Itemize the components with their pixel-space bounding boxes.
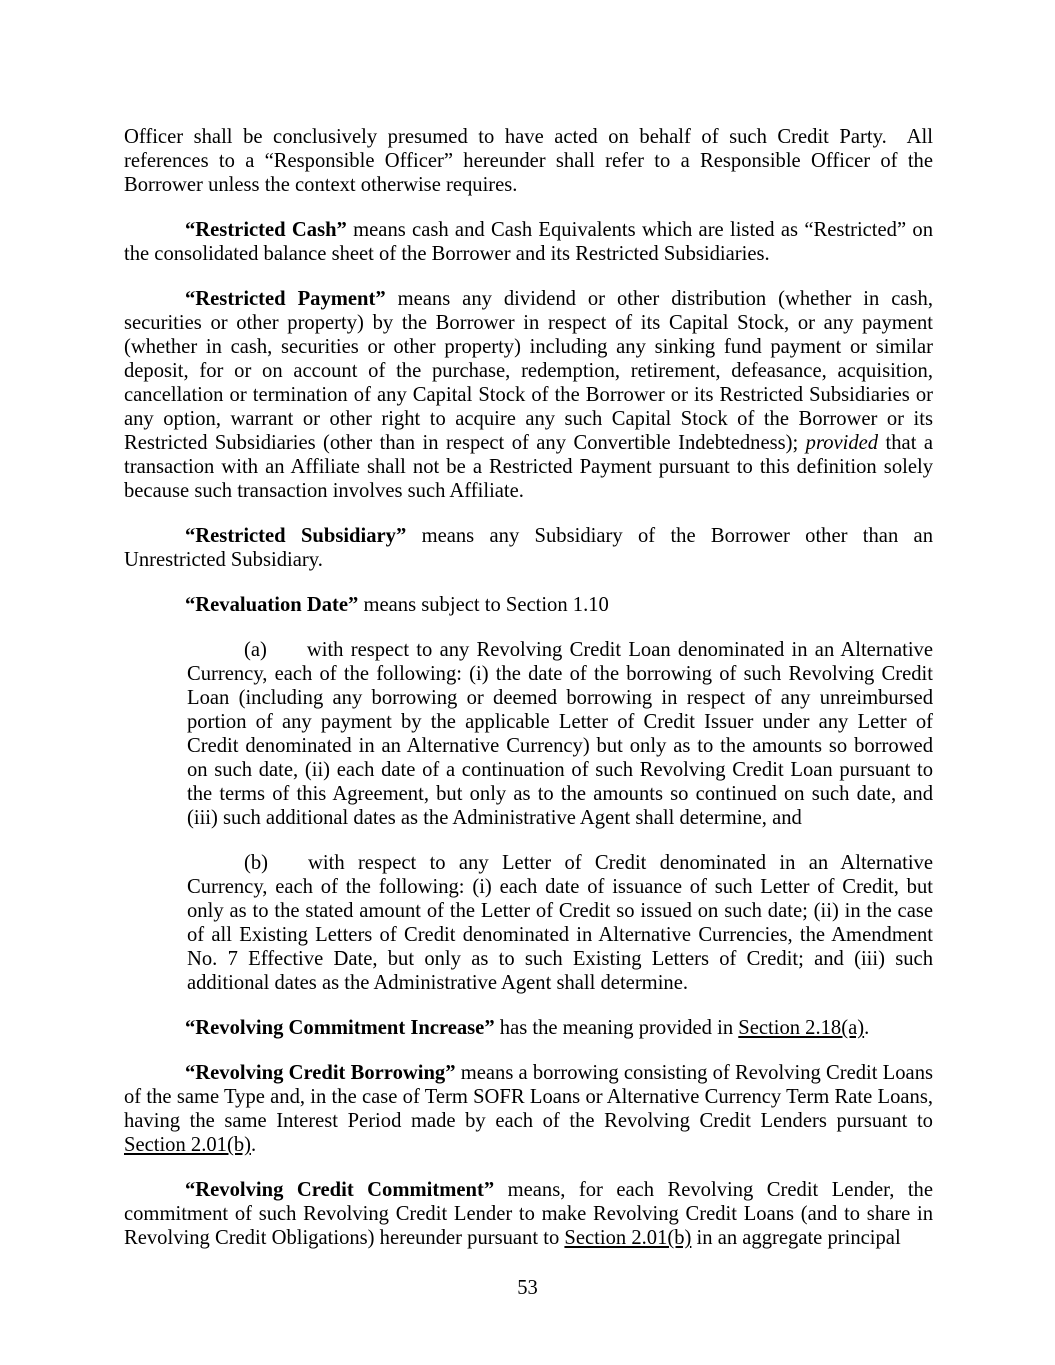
text-run: means a borrowing consisting of Revolving Credit Loans of the same Type and, in the case of Term SOFR Loans or Alternative Currency Term Rate Loans, having the same Interest Period made by each of the Revolving Credit Lenders pursuant to — [124, 1062, 939, 1132]
text-run: provided — [805, 432, 879, 454]
document-body — [124, 125, 939, 1271]
text-run: in an aggregate principal — [691, 1227, 901, 1249]
text-run: . — [250, 1134, 257, 1156]
section-reference: Section 2.18(a) — [738, 1017, 865, 1039]
text-run: (a) — [244, 639, 267, 661]
page-number: 53 — [517, 1277, 538, 1299]
text-run: means subject to Section 1.10 — [358, 594, 609, 616]
text-run: . — [864, 1017, 870, 1039]
text-run: has the meaning provided in — [494, 1017, 739, 1039]
defined-term: “Revolving Credit Borrowing” — [185, 1062, 456, 1084]
sub-clause-paragraph — [187, 638, 939, 830]
paragraph — [124, 1061, 939, 1157]
paragraph — [124, 593, 933, 617]
text-run: means any Subsidiary of the Borrower other than an Unrestricted Subsidiary. — [124, 525, 939, 571]
sub-clause-paragraph — [187, 851, 939, 995]
defined-term: “Revaluation Date” — [185, 594, 359, 616]
defined-term: “Revolving Commitment Increase” — [185, 1017, 495, 1039]
text-run: that a transaction with an Affiliate shall not be a Restricted Payment pursuant to this definition solely because such transaction involves such Affiliate. — [124, 432, 939, 502]
text-run: (b) — [244, 852, 269, 874]
text-run: means, for each Revolving Credit Lender, the commitment of such Revolving Credit Lender to make Revolving Credit Loans (and to share in Revolving Credit Obligations) hereunder pursuant to — [124, 1179, 939, 1249]
paragraph — [124, 125, 939, 197]
text-run: with respect to any Letter of Credit denominated in an Alternative Currency, each of the following: (i) each date of issuance of such Letter of Credit, but only as to the stated amount of the Letter of Credit so issued on such date; (ii) in the case of all Existing Letters of Credit denominated in Alternative Currencies, the Amendment No. 7 Effective Date, but only as to such Existing Letters of Credit; and (iii) such additional dates as the Administrative Agent shall determine. — [187, 852, 939, 994]
text-run: means cash and Cash Equivalents which are listed as “Restricted” on the consolidated balance sheet of the Borrower and its Restricted Subsidiaries. — [124, 219, 939, 265]
tab-space — [268, 868, 308, 869]
section-reference: Section 2.01(b) — [124, 1134, 251, 1156]
paragraph — [124, 1016, 933, 1040]
paragraph — [124, 1178, 939, 1250]
defined-term: “Restricted Subsidiary” — [185, 525, 407, 547]
text-run: with respect to any Revolving Credit Loan denominated in an Alternative Currency, each of the following: (i) the date of the borrowing of such Revolving Credit Loan (including any borrowing or deemed borrowing in respect of any unreimbursed portion of any payment by the applicable Letter of Credit Issuer under any Letter of Credit denominated in an Alternative Currency) but only as to the amounts so borrowed on such date, (ii) each date of a continuation of such Revolving Credit Loan pursuant to the terms of this Agreement, but only as to the amounts so continued on such date, and (iii) such additional dates as the Administrative Agent shall determine, and — [187, 639, 939, 829]
paragraph — [124, 218, 939, 266]
defined-term: “Restricted Cash” — [185, 219, 347, 241]
text-run: means any dividend or other distribution (whether in cash, securities or other property) by the Borrower in respect of its Capital Stock, or any payment (whether in cash, securities or other property) including any sinking fund payment or similar deposit, for or on account of the purchase, redemption, retirement, defeasance, acquisition, cancellation or termination of any Capital Stock of the Borrower or its Restricted Subsidiaries or any option, warrant or other right to acquire any such Capital Stock of the Borrower or its Restricted Subsidiaries (other than in respect of any Convertible Indebtedness); — [124, 288, 939, 454]
defined-term: “Restricted Payment” — [185, 288, 386, 310]
section-reference: Section 2.01(b) — [564, 1227, 692, 1249]
paragraph — [124, 287, 939, 503]
text-run: Officer shall be conclusively presumed to have acted on behalf of such Credit Party. All references to a “Responsible Officer” hereunder shall refer to a Responsible Officer of the Borrower unless the context otherwise requires. — [124, 126, 939, 196]
defined-term: “Revolving Credit Commitment” — [185, 1179, 495, 1201]
tab-space — [267, 655, 307, 656]
paragraph — [124, 524, 939, 572]
